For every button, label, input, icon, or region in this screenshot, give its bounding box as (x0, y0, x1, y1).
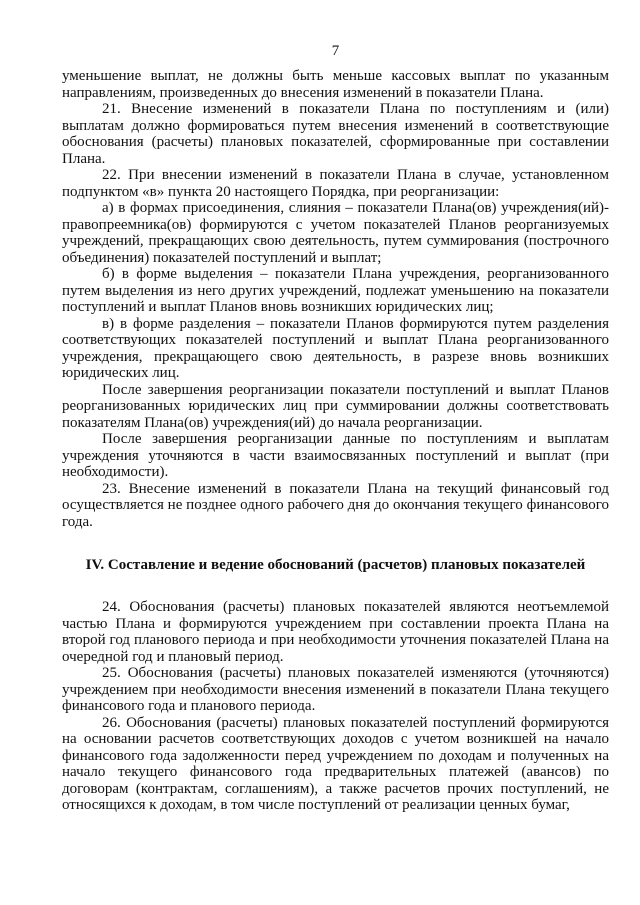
paragraph-22-a: а) в формах присоединения, слияния – показатели Плана(ов) учреждения(ий)-правопреемника(ов) формируются с учетом показателей Планов реорганизуемых учреждений, прекращающих свою деятельность, путем суммирования (построчного объединения) показателей поступлений и выплат; (62, 200, 609, 266)
paragraph-22: 22. При внесении изменений в показатели Плана в случае, установленном подпунктом «в» пункта 20 настоящего Порядка, при реорганизации: (62, 167, 609, 200)
section-heading: IV. Составление и ведение обоснований (расчетов) плановых показателей (85, 557, 586, 573)
paragraph-21: 21. Внесение изменений в показатели Плана по поступлениям и (или) выплатам должно формироваться путем внесения изменений в соответствующие обоснования (расчеты) плановых показателей, сформированные при составлении Плана. (62, 101, 609, 167)
paragraph-23: 23. Внесение изменений в показатели Плана на текущий финансовый год осуществляется не позднее одного рабочего дня до окончания текущего финансового года. (62, 480, 609, 530)
paragraph-continuation: уменьшение выплат, не должны быть меньше кассовых выплат по указанным направлениям, произведенных до внесения изменений в показатели Плана. (62, 68, 609, 101)
paragraph-26: 26. Обоснования (расчеты) плановых показателей поступлений формируются на основании расчетов соответствующих доходов с учетом возникшей на начало финансового года задолженности перед учреждением по доходам и полученных на начало текущего финансового года предварительных платежей (авансов) по договорам (контрактам, соглашениям), а также расчетов прочих поступлений, не относящихся к доходам, в том числе поступлений от реализации ценных бумаг, (62, 714, 609, 813)
paragraph-25: 25. Обоснования (расчеты) плановых показателей изменяются (уточняются) учреждением при необходимости внесения изменений в показатели Плана текущего финансового года и планового периода. (62, 665, 609, 714)
paragraph-22-b: б) в форме выделения – показатели Плана учреждения, реорганизованного путем выделения из него других учреждений, подлежат уменьшению на показатели поступлений и выплат Планов вновь возникших юридических лиц; (62, 266, 609, 315)
body-text-top (62, 68, 609, 530)
paragraph-22-v: в) в форме разделения – показатели Планов формируются путем разделения соответствующих показателей поступлений и выплат Плана реорганизованного учреждения, прекращающего свою деятельность, в разрезе вновь возникших юридических лиц. (62, 315, 609, 381)
paragraph-after-reorganization-2: После завершения реорганизации данные по поступлениям и выплатам учреждения уточняются в части взаимосвязанных поступлений и выплат (при необходимости). (62, 431, 609, 480)
paragraph-24: 24. Обоснования (расчеты) плановых показателей являются неотъемлемой частью Плана и формируются учреждением при составлении проекта Плана на второй год планового периода и при необходимости уточнения показателей Плана на очередной год и плановый период. (62, 599, 609, 665)
paragraph-after-reorganization-1: После завершения реорганизации показатели поступлений и выплат Планов реорганизованных юридических лиц при суммировании должны соответствовать показателям Плана(ов) учреждения(ий) до начала реорганизации. (62, 381, 609, 431)
page-number: 7 (331, 43, 340, 59)
body-text-bottom (62, 599, 609, 814)
